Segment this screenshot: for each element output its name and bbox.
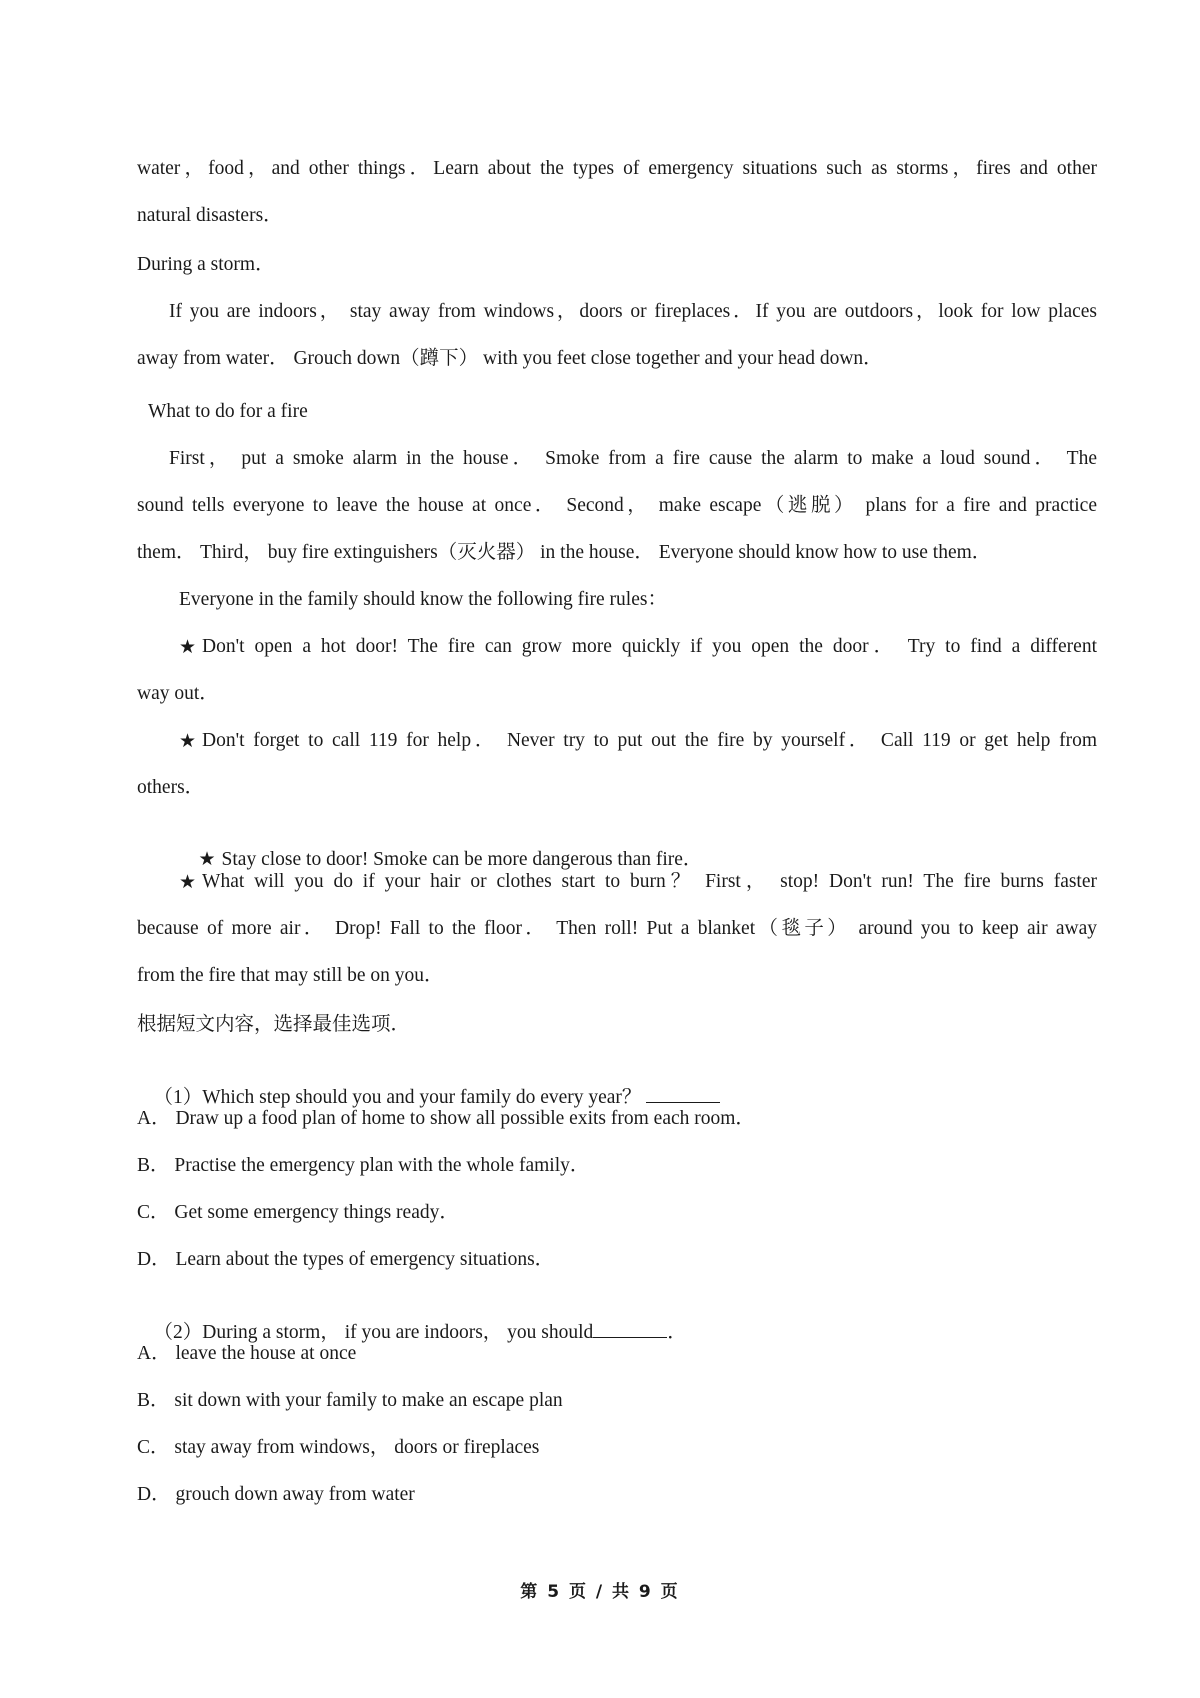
- passage-line: others．: [137, 777, 205, 798]
- instruction-text: 根据短文内容，选择最佳选项．: [137, 1014, 411, 1035]
- passage-line: from the fire that may still be on you．: [137, 965, 444, 986]
- star-icon: ★: [179, 730, 197, 752]
- star-icon: ★: [198, 848, 216, 870]
- answer-blank: [593, 1319, 667, 1338]
- question-2-option-b: B． sit down with your family to make an escape plan: [137, 1390, 563, 1411]
- passage-line: natural disasters．: [137, 205, 283, 226]
- rule-text: What will you do if your hair or clothes start to burn？ First， stop! Don't run! The fire burns faster: [202, 871, 1097, 892]
- question-1-option-c: C． Get some emergency things ready．: [137, 1202, 459, 1223]
- passage-line: sound tells everyone to leave the house at once． Second， make escape（逃脱） plans for a fire and practice: [137, 495, 1097, 516]
- section-heading-storm: During a storm．: [137, 254, 275, 275]
- rule-text: Don't forget to call 119 for help． Never try to put out the fire by yourself． Call 119 or get help from: [202, 730, 1097, 751]
- star-icon: ★: [179, 871, 197, 893]
- question-end: ．: [667, 1322, 687, 1343]
- question-2-option-a: A． leave the house at once: [137, 1343, 357, 1364]
- section-heading-fire: What to do for a fire: [148, 401, 308, 422]
- question-1-option-b: B． Practise the emergency plan with the whole family．: [137, 1155, 590, 1176]
- question-1-option-d: D． Learn about the types of emergency situations．: [137, 1249, 555, 1270]
- question-1-option-a: A． Draw up a food plan of home to show all possible exits from each room．: [137, 1108, 755, 1129]
- rule-text: Stay close to door! Smoke can be more dangerous than fire．: [221, 849, 703, 870]
- question-2-option-c: C． stay away from windows， doors or fireplaces: [137, 1437, 540, 1458]
- passage-line: away from water． Grouch down（蹲下） with you feet close together and your head down．: [137, 348, 883, 369]
- passage-line: Everyone in the family should know the following fire rules：: [179, 589, 667, 610]
- passage-line: First， put a smoke alarm in the house． Smoke from a fire cause the alarm to make a loud sound． The: [169, 448, 1097, 469]
- rule-text: Don't open a hot door! The fire can grow more quickly if you open the door． Try to find a different: [202, 636, 1097, 657]
- question-text: （2）During a storm， if you are indoors， you should: [153, 1322, 594, 1343]
- fire-rule-4: [179, 870, 1097, 894]
- passage-line: If you are indoors， stay away from windows，doors or fireplaces．If you are outdoors，look for low places: [169, 301, 1097, 322]
- passage-line: water，food，and other things．Learn about the types of emergency situations such as storms，fires and other: [137, 158, 1097, 179]
- passage-line: because of more air． Drop! Fall to the floor． Then roll! Put a blanket（毯子） around you to keep air away: [137, 918, 1097, 939]
- page-number-footer: 第 5 页 / 共 9 页: [520, 1582, 680, 1602]
- question-2-option-d: D． grouch down away from water: [137, 1484, 415, 1505]
- question-text: （1）Which step should you and your family do every year？: [153, 1087, 642, 1108]
- answer-blank: [646, 1084, 720, 1103]
- fire-rule-2: [179, 729, 1097, 753]
- fire-rule-1: [179, 635, 1097, 659]
- passage-line: them． Third， buy fire extinguishers（灭火器） in the house． Everyone should know how to use them．: [137, 542, 992, 563]
- passage-line: way out．: [137, 683, 219, 704]
- star-icon: ★: [179, 636, 197, 658]
